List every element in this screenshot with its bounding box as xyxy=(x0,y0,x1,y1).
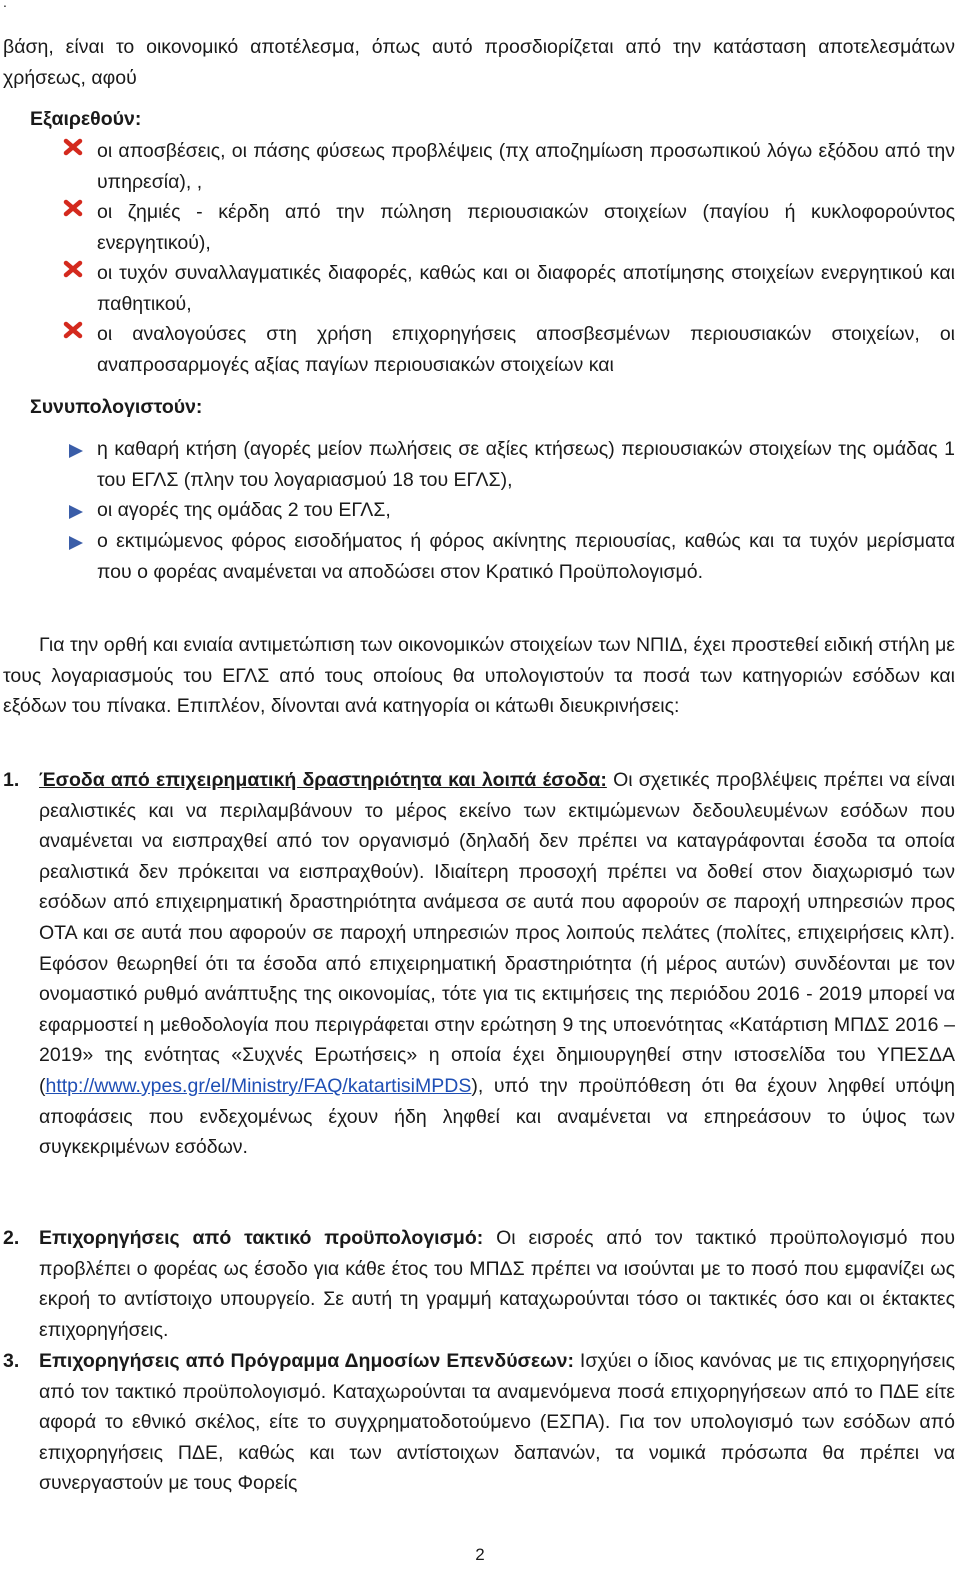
numbered-item-1 xyxy=(39,765,955,1163)
item-title: Επιχορηγήσεις από τακτικό προϋπολογισμό: xyxy=(39,1227,484,1249)
item-text: Οι εισροές από τον τακτικό προϋπολογισμό που προβλέπει ο φορέας ως έσοδο για κάθε έτος του ΜΠΔΣ πρέπει να ισούνται με το ποσό που εμφανίζει ως εκροή το αντίστοιχο υπουργείο. Σε αυτή τη γραμμή καταχωρούνται τόσο οι τακτικές όσο και οι έκτακτες επιχορηγήσεις. xyxy=(39,1227,955,1341)
page-number: 2 xyxy=(475,1545,485,1564)
arrow-bullet-icon xyxy=(67,442,85,460)
excluded-item: οι τυχόν συναλλαγματικές διαφορές, καθώς και οι διαφορές αποτίμησης στοιχείων ενεργητικού και παθητικού, xyxy=(97,262,955,315)
cross-mark-icon xyxy=(62,136,84,158)
excluded-item: οι ζημιές - κέρδη από την πώληση περιουσιακών στοιχείων (παγίου ή κυκλοφορούντος ενεργητικού), xyxy=(97,201,955,254)
intro-text: βάση, είναι το οικονομικό αποτέλεσμα, όπως αυτό προσδιορίζεται από την κατάσταση αποτελεσμάτων χρήσεως, αφού xyxy=(3,36,955,89)
included-heading: Συνυπολογιστούν: xyxy=(30,396,203,418)
excluded-heading: Εξαιρεθούν: xyxy=(30,108,142,130)
ministry-faq-link[interactable]: http://www.ypes.gr/el/Ministry/FAQ/katartisiMPDS xyxy=(45,1074,472,1097)
clarification-paragraph: Για την ορθή και ενιαία αντιμετώπιση των οικονομικών στοιχείων των ΝΠΙΔ, έχει προστεθεί ειδική στήλη με τους λογαριασμούς του ΕΓΛΣ από τους οποίους θα υπολογιστούν τα ποσά των κατηγοριών εσόδων και εξόδων του πίνακα. Επιπλέον, δίνονται ανά κατηγορία οι κάτωθι διευκρινήσεις: xyxy=(3,634,955,717)
item-title: Επιχορηγήσεις από Πρόγραμμα Δημοσίων Επενδύσεων: xyxy=(39,1350,574,1372)
cross-mark-icon xyxy=(62,258,84,280)
arrow-bullet-icon xyxy=(67,534,85,552)
item-text: ), υπό την προϋπόθεση ότι θα έχουν ληφθεί υπόψη αποφάσεις που ενδεχομένως έχουν ήδη ληφθεί και αναμένεται να επηρεάσουν το ύψος των συγκεκριμένων εσόδων. xyxy=(39,1074,955,1159)
item-number: 3. xyxy=(3,1350,20,1372)
excluded-item: οι αποσβέσεις, οι πάσης φύσεως προβλέψεις (πχ αποζημίωση προσωπικού λόγω εξόδου από την υπηρεσία), , xyxy=(97,140,955,193)
item-text: Ισχύει ο ίδιος κανόνας με τις επιχορηγήσεις από τον τακτικό προϋπολογισμό. Καταχωρούνται τα αναμενόμενα ποσά επιχορηγήσεων από το ΠΔΕ είτε αφορά το εθνικό σκέλος, είτε το συγχρηματοδοτούμενο (ΕΣΠΑ). Για τον υπολογισμό των εσόδων από επιχορηγήσεις ΠΔΕ, καθώς και των αντίστοιχων δαπανών, τα νομικά πρόσωπα θα πρέπει να συνεργαστούν με τους Φορείς xyxy=(39,1350,955,1495)
included-item: η καθαρή κτήση (αγορές μείον πωλήσεις σε αξίες κτήσεως) περιουσιακών στοιχείων της ομάδας 1 του ΕΓΛΣ (πλην του λογαριασμού 18 του ΕΓΛΣ), xyxy=(97,438,955,491)
item-title: Έσοδα από επιχειρηματική δραστηριότητα και λοιπά έσοδα: xyxy=(39,769,607,791)
page-marker: . xyxy=(3,0,7,10)
arrow-bullet-icon xyxy=(67,503,85,521)
numbered-item-2 xyxy=(39,1223,955,1345)
item-number: 1. xyxy=(3,769,20,791)
cross-mark-icon xyxy=(62,319,84,341)
excluded-item: οι αναλογούσες στη χρήση επιχορηγήσεις αποσβεσμένων περιουσιακών στοιχείων, οι αναπροσαρμογές αξίας παγίων περιουσιακών στοιχείων και xyxy=(97,323,955,376)
cross-mark-icon xyxy=(62,197,84,219)
included-item: οι αγορές της ομάδας 2 του ΕΓΛΣ, xyxy=(97,499,391,521)
item-text: Οι σχετικές προβλέψεις πρέπει να είναι ρεαλιστικές και να περιλαμβάνουν το μέρος εκείνο των εκτιμώμενων δεδουλευμένων εσόδων που αναμένεται να εισπραχθεί από τον οργανισμό (δηλαδή δεν πρέπει να καταγράφονται έσοδα τα οποία ρεαλιστικά δεν πρόκειται να εισπραχθούν). Ιδιαίτερη προσοχή πρέπει να δοθεί στον διαχωρισμό των εσόδων από επιχειρηματική δραστηριότητα ανάμεσα σε αυτά που αφορούν σε παροχή υπηρεσιών προς ΟΤΑ και σε αυτά που αφορούν σε παροχή υπηρεσιών προς λοιπούς πελάτες (πολίτες, επιχειρήσεις κλπ). Εφόσον θεωρηθεί ότι τα έσοδα από επιχειρηματική δραστηριότητα (ή μέρος αυτών) συνδέονται με τον ονομαστικό ρυθμό ανάπτυξης της οικονομίας, τότε για τις εκτιμήσεις της περιόδου 2016 - 2019 μπορεί να εφαρμοστεί η μεθοδολογία που περιγράφεται στην ερώτηση 9 της υποενότητας «Κατάρτιση ΜΠΔΣ 2016 – 2019» της ενότητας «Συχνές Ερωτήσεις» η οποία έχει δημιουργηθεί στην ιστοσελίδα του ΥΠΕΣΔΑ ( xyxy=(39,769,955,1097)
item-number: 2. xyxy=(3,1227,20,1249)
numbered-item-3 xyxy=(39,1346,955,1499)
included-item: ο εκτιμώμενος φόρος εισοδήματος ή φόρος ακίνητης περιουσίας, καθώς και τα τυχόν μερίσματα που ο φορέας αναμένεται να αποδώσει στον Κρατικό Προϋπολογισμό. xyxy=(97,530,955,583)
